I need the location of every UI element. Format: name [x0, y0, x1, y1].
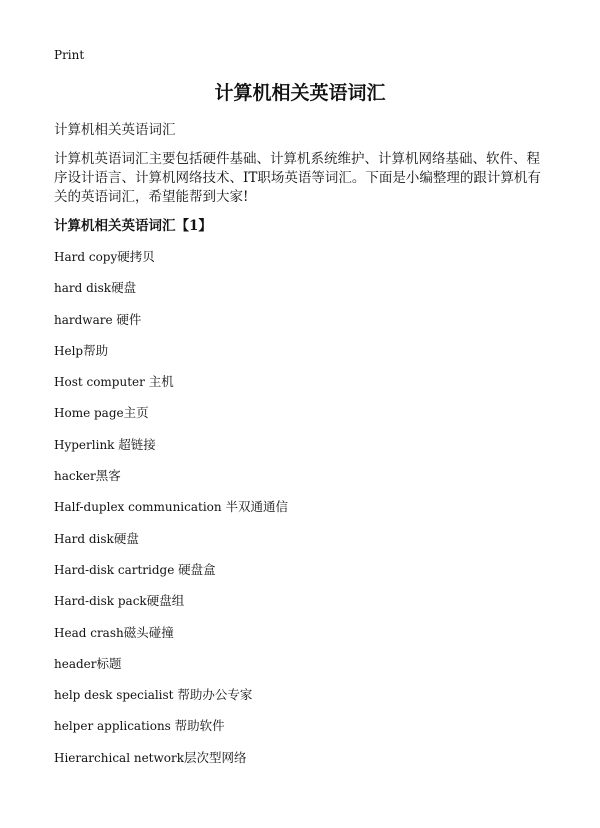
document-title: 计算机相关英语词汇 [214, 82, 386, 104]
term-item [54, 655, 554, 686]
term-english: hacker [54, 469, 96, 484]
term-english: Hard copy [54, 250, 118, 264]
term-english: Help [54, 343, 84, 358]
term-item [54, 561, 554, 592]
term-chinese: 帮助 [83, 342, 109, 358]
term-english: Hard-disk pack [54, 594, 147, 609]
term-english: hard disk [54, 281, 112, 296]
term-item [54, 467, 554, 498]
term-chinese: 硬盘盒 [178, 561, 216, 577]
term-item [54, 498, 554, 529]
term-item [54, 342, 554, 373]
term-english: helper applications [54, 719, 175, 734]
term-chinese: 主页 [123, 405, 149, 421]
term-list [54, 248, 554, 780]
term-item [54, 530, 554, 561]
term-chinese: 硬拷贝 [117, 249, 155, 264]
term-chinese: 半双通通信 [225, 499, 288, 515]
term-english: Hyperlink [54, 437, 119, 452]
term-english: header [54, 656, 97, 671]
term-english: Hard-disk cartridge [54, 562, 179, 577]
term-chinese: 超链接 [118, 436, 156, 452]
term-item [54, 749, 554, 780]
term-chinese: 磁头碰撞 [123, 624, 174, 640]
term-english: Half-duplex communication [54, 500, 226, 515]
term-chinese: 层次型网络 [184, 749, 247, 765]
term-item [54, 404, 554, 435]
term-english: Head crash [54, 625, 124, 640]
term-chinese: 硬盘 [113, 530, 139, 546]
term-chinese: 标题 [96, 655, 122, 671]
term-chinese: 主机 [148, 374, 174, 390]
term-chinese: 黑客 [95, 468, 121, 484]
term-item [54, 436, 554, 467]
term-chinese: 帮助软件 [174, 718, 225, 734]
term-english: help desk specialist [54, 688, 178, 703]
term-english: Home page [54, 406, 124, 421]
print-label: Print [54, 48, 85, 62]
section-heading: 计算机相关英语词汇【1】 [54, 218, 212, 234]
term-chinese: 硬盘组 [146, 593, 185, 609]
term-chinese: 帮助办公专家 [177, 687, 253, 703]
term-english: Hard disk [54, 531, 114, 546]
term-item [54, 624, 554, 655]
term-item [54, 279, 554, 310]
term-item [54, 373, 554, 404]
term-item [54, 686, 554, 717]
term-item [54, 592, 554, 623]
term-item [54, 311, 554, 342]
intro-paragraph: 计算机英语词汇主要包括硬件基础、计算机系统维护、计算机网络基础、软件、程序设计语言、计算机网络技术、IT职场英语等词汇。下面是小编整理的跟计算机有关的英语词汇，希望能帮到大家! [54, 151, 541, 205]
term-english: Host computer [54, 375, 149, 390]
term-item [54, 248, 554, 279]
term-chinese: 硬件 [116, 311, 142, 327]
term-english: hardware [54, 312, 117, 327]
term-english: Hierarchical network [54, 750, 185, 765]
term-chinese: 硬盘 [111, 280, 137, 296]
term-item [54, 717, 554, 748]
document-subtitle: 计算机相关英语词汇 [54, 122, 176, 138]
